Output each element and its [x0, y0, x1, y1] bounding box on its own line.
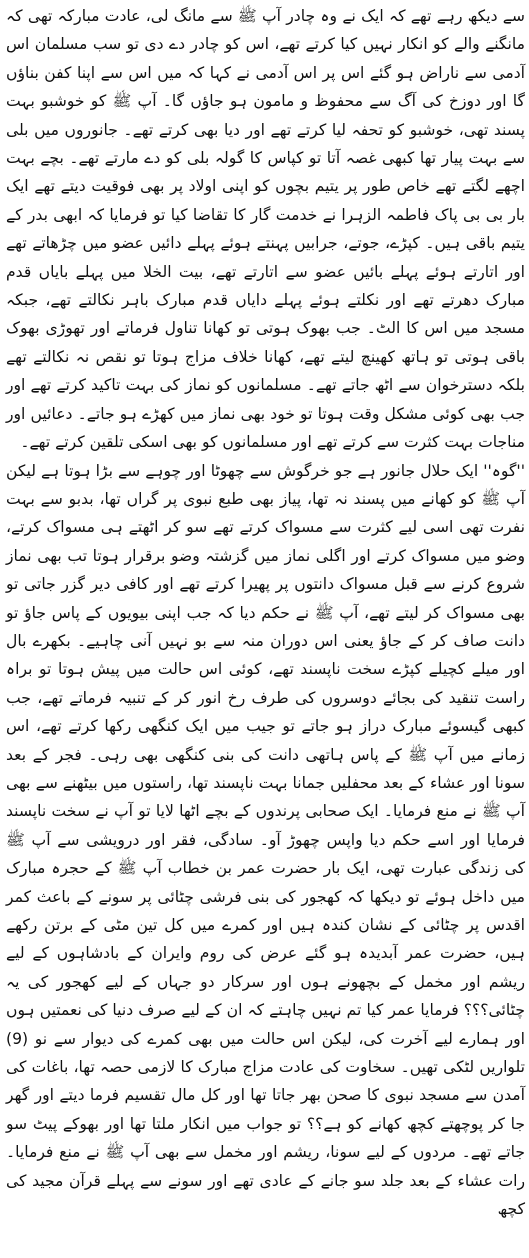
paragraph-1: سے دیکھ رہے تھے کہ ایک نے وہ چادر آپ ﷺ سے مانگ لی، عادت مبارکہ تھی کہ مانگنے والے کو انکار نہیں کیا کرتے تھے، اس کو چادر دے دی تو سب مسلمان اس آدمی سے ناراض ہو گئے اس پر اس آدمی نے کہا کہ میں اس سے اپنا کفن بناؤں گا اور دوزخ کی آگ سے محفوظ و مامون ہو جاؤں گا۔ آپ ﷺ کو خوشبو بہت پسند تھی، خوشبو کو تحفہ لیا کرتے تھے اور دیا بھی کرتے تھے۔ جانوروں میں بلی سے بہت پیار تھا کبھی غصہ آتا تو کپاس کا گولہ بلی کو دے مارتے تھے۔ بچے بہت اچھے لگتے تھے خاص طور پر یتیم بچوں کو اپنی اولاد پر بھی فوقیت دیتے تھے ایک بار بی بی پاک فاطمہ الزہرا نے خدمت گار کا تقاضا کیا تو فرمایا کہ ابھی بدر کے یتیم باقی ہیں۔ کپڑے، جوتے، جرابیں پہنتے ہوئے پہلے دائیں عضو میں چڑھاتے تھے اور اتارتے ہوئے پہلے بائیں عضو سے اتارتے تھے، بیت الخلا میں پہلے بایاں قدم مبارک دھرتے تھے اور نکلتے ہوئے پہلے دایاں قدم مبارک باہر نکالتے تھے، جبکہ مسجد میں اس کا الٹ۔ جب بھوک ہوتی تو کھانا تناول فرماتے اور تھوڑی بھوک باقی ہوتی تو ہاتھ کھینچ لیتے تھے، کھانا خلاف مزاج ہوتا تو نقص نہ نکالتے تھے بلکہ دسترخوان سے اٹھ جاتے تھے۔ مسلمانوں کو نماز کی بہت تاکید کرتے تھے اور جب بھی کوئی مشکل وقت ہوتا تو خود بھی نماز میں کھڑے ہو جاتے۔ دعائیں اور مناجات بہت کثرت سے کرتے تھے اور مسلمانوں کو بھی اسکی تلقین کرتے تھے۔ [6, 7, 525, 452]
paragraph-2: ''گوہ'' ایک حلال جانور ہے جو خرگوش سے چھوٹا اور چوہے سے بڑا ہوتا ہے لیکن آپ ﷺ کو کھانے میں پسند نہ تھا، پیاز بھی طبع نبوی پر گراں تھا، بدبو سے بہت نفرت تھی اسی لیے کثرت سے مسواک کرتے تھے سو کر اٹھتے ہی مسواک کرتے، وضو میں مسواک کرتے اور اگلی نماز میں گزشتہ وضو برقرار ہوتا تب بھی نماز شروع کرنے سے قبل مسواک دانتوں پر پھیرا کرتے تھے اور کافی دیر گزر جاتی تو بھی مسواک کر لیتے تھے، آپ ﷺ نے حکم دیا کہ جب اپنی بیویوں کے پاس جاؤ تو دانت صاف کر کے جاؤ یعنی اس دوران منہ سے بو نہیں آنی چاہیے۔ بکھرے بال اور میلے کچیلے کپڑے سخت ناپسند تھے، کوئی اس حالت میں پیش ہوتا تو براہ راست تنقید کی بجائے دوسروں کی طرف رخ انور کر کے تنبیہ فرماتے تھے، جب کبھی گیسوئے مبارک دراز ہو جاتے تو جیب میں ایک کنگھی رکھا کرتے تھے، اس زمانے میں آپ ﷺ کے پاس ہاتھی دانت کی بنی کنگھی بھی رہی۔ فجر کے بعد سونا اور عشاء کے بعد محفلیں جمانا بہت ناپسند تھا، راستوں میں بیٹھنے سے بھی آپ ﷺ نے منع فرمایا۔ ایک صحابی پرندوں کے بچے اٹھا لایا تو آپ نے سخت ناپسند فرمایا اور اسے حکم دیا واپس چھوڑ آو۔ سادگی، فقر اور درویشی سے آپ ﷺ کی زندگی عبارت تھی، ایک بار حضرت عمر بن خطاب آپ ﷺ کے حجرہ مبارک میں داخل ہوئے تو دیکھا کہ کھجور کی بنی فرشی چٹائی پر سونے کے باعث کمر اقدس پر چٹائی کے نشان کندہ ہیں اور کمرے میں کل تین مٹی کے برتن رکھے ہیں، حضرت عمر آبدیدہ ہو گئے عرض کی روم وایران کے بادشاہوں کے لیے ریشم اور مخمل کے بچھونے ہوں اور سرکار دو جہاں کے لیے کھجور کی یہ چٹائی؟؟؟ فرمایا عمر کیا تم نہیں چاہتے کہ ان کے لیے صرف دنیا کی نعمتیں ہوں اور ہمارے لیے آخرت کی، لیکن اس حالت میں بھی کمرے کی دیوار سے نو (9) تلواریں لٹکی تھیں۔ سخاوت کی عادت مزاج مبارک کا لازمی حصہ تھا، باغات کی آمدن سے مسجد نبوی کا صحن بھر جاتا تھا اور کل مال تقسیم فرما دیتے اور گھر جا کر پوچھتے کچھ کھانے کو ہے؟؟ تو جواب میں انکار ملتا تھا اور بھوکے پیٹ سو جاتے تھے۔ مردوں کے لیے سونا، ریشم اور مخمل سے بھی آپ ﷺ نے منع فرمایا۔ رات عشاء کے بعد جلد سو جانے کے عادی تھے اور سونے سے پہلے قرآن مجید کی کچھ [6, 461, 525, 1219]
